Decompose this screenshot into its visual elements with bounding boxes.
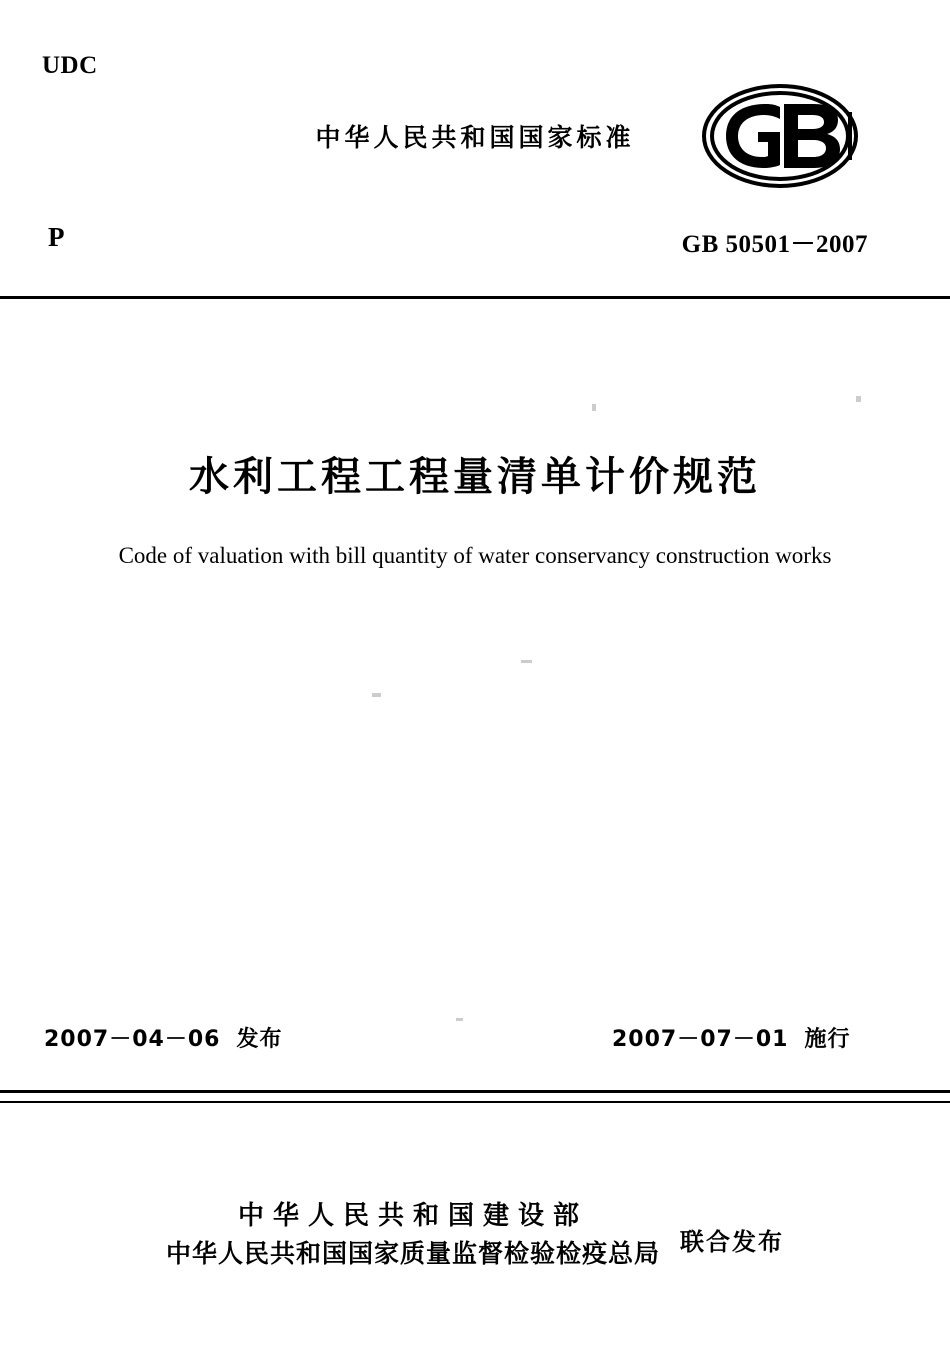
divider-bottom [0, 1101, 950, 1103]
publisher-block [0, 1195, 950, 1270]
publisher-administration: 中华人民共和国国家质量监督检验检疫总局 [165, 1239, 660, 1268]
scan-speck [372, 693, 381, 697]
effective-label: 施行 [804, 1027, 851, 1052]
effective-date: 2007－07－01 [612, 1027, 789, 1052]
scan-speck [521, 660, 532, 663]
publisher-names [166, 1195, 660, 1270]
effective-date-block [612, 1022, 850, 1053]
joint-release-label: 联合发布 [680, 1228, 784, 1256]
divider-middle [0, 1090, 950, 1093]
category-letter: P [48, 222, 65, 252]
issue-date: 2007－04－06 [44, 1027, 221, 1052]
scan-speck [592, 404, 596, 411]
title-chinese: 水利工程工程量清单计价规范 [189, 454, 761, 500]
national-standard-heading: 中华人民共和国国家标准 [315, 123, 635, 152]
title-english: Code of valuation with bill quantity of water conservancy construction works [118, 543, 832, 568]
issue-label: 发布 [236, 1027, 283, 1052]
scan-speck [456, 1018, 463, 1021]
divider-top [0, 296, 950, 299]
udc-label: UDC [42, 52, 98, 79]
scan-speck [856, 396, 861, 402]
issue-date-block [44, 1022, 282, 1053]
gb-logo-icon [700, 82, 860, 190]
standard-number: GB 50501－2007 [681, 231, 868, 258]
publisher-ministry: 中华人民共和国建设部 [237, 1201, 588, 1231]
